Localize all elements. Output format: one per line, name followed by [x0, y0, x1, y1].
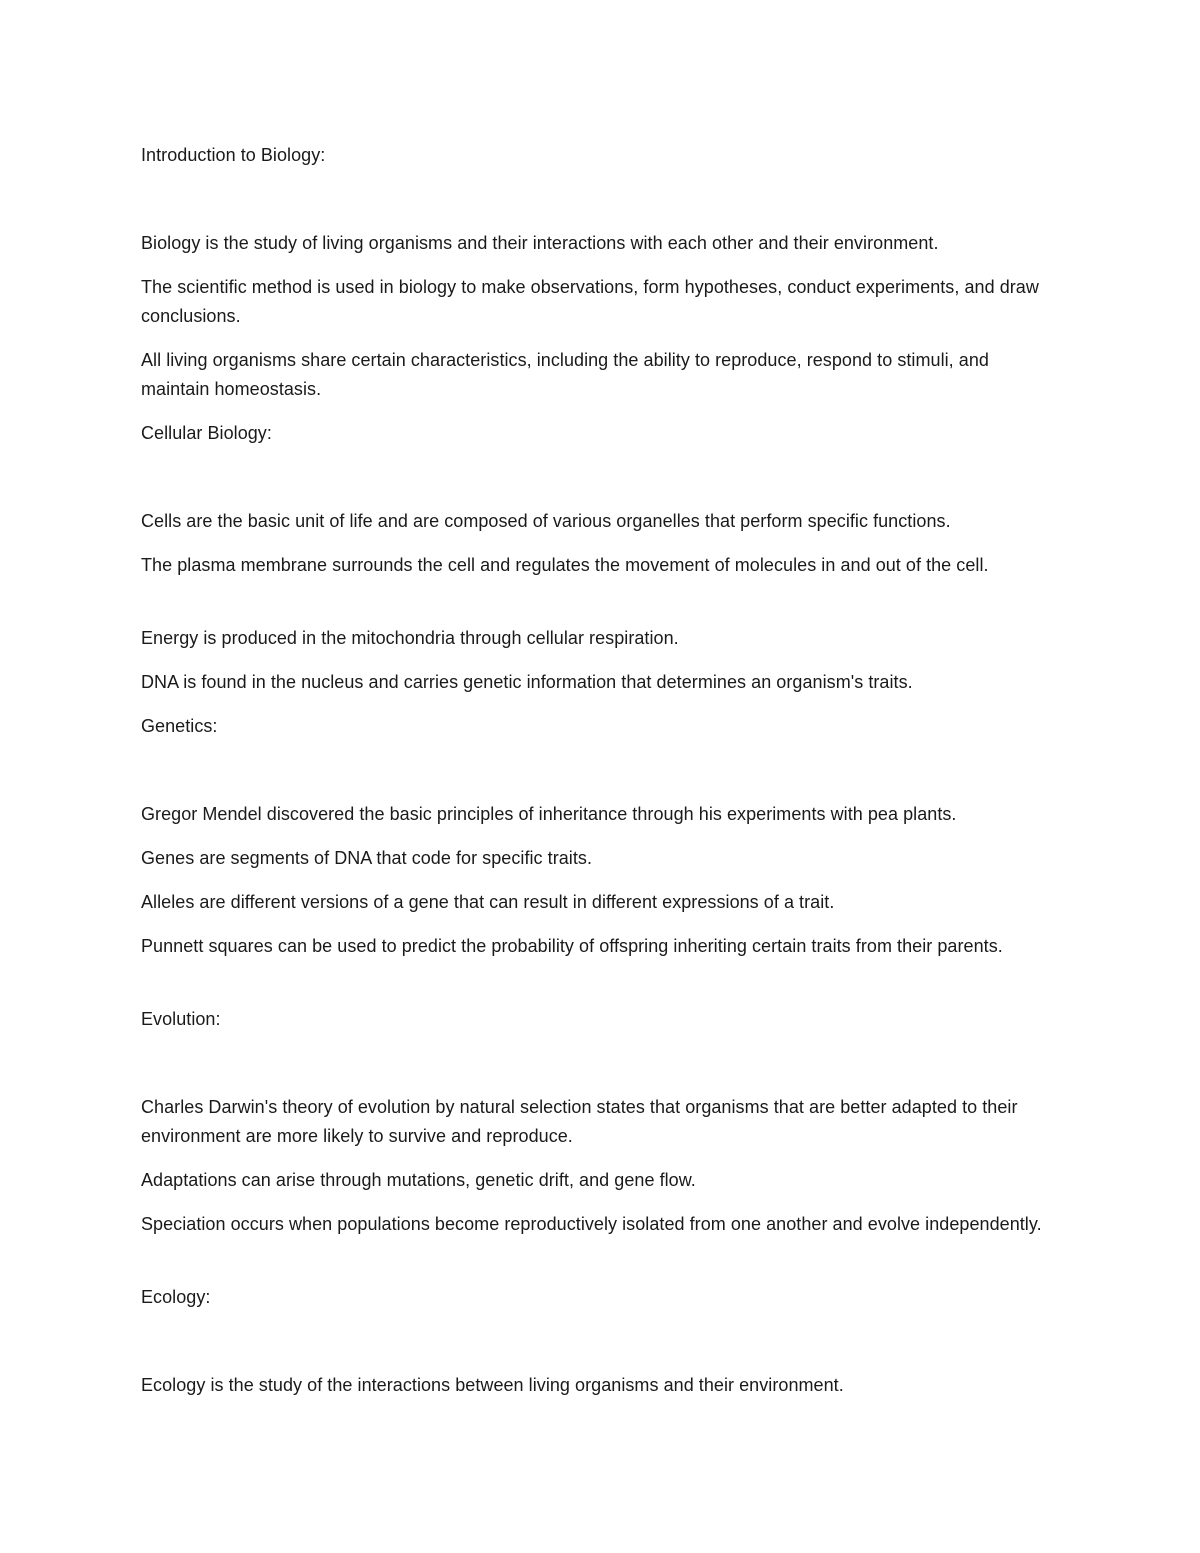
paragraph: Genes are segments of DNA that code for specific traits.	[141, 848, 593, 868]
section-heading-genetics: Genetics:	[141, 716, 218, 736]
paragraph: Alleles are different versions of a gene that can result in different expressions of a trait.	[141, 892, 835, 912]
paragraph: Gregor Mendel discovered the basic principles of inheritance through his experiments with pea plants.	[141, 804, 957, 824]
paragraph: Punnett squares can be used to predict the probability of offspring inheriting certain traits from their parents.	[141, 936, 1003, 956]
paragraph: Energy is produced in the mitochondria through cellular respiration.	[141, 628, 679, 648]
section-heading-introduction: Introduction to Biology:	[141, 145, 326, 165]
paragraph: All living organisms share certain characteristics, including the ability to reproduce, respond to stimuli, and maintain homeostasis.	[141, 350, 989, 399]
paragraph: Biology is the study of living organisms and their interactions with each other and their environment.	[141, 233, 939, 253]
section-heading-cellular-biology: Cellular Biology:	[141, 423, 272, 443]
paragraph: Ecology is the study of the interactions between living organisms and their environment.	[141, 1375, 844, 1395]
section-heading-ecology: Ecology:	[141, 1287, 211, 1307]
section-heading-evolution: Evolution:	[141, 1009, 221, 1029]
paragraph: DNA is found in the nucleus and carries genetic information that determines an organism's traits.	[141, 672, 913, 692]
paragraph: Speciation occurs when populations become reproductively isolated from one another and evolve independently.	[141, 1214, 1042, 1234]
paragraph: Cells are the basic unit of life and are composed of various organelles that perform specific functions.	[141, 511, 951, 531]
paragraph: Charles Darwin's theory of evolution by natural selection states that organisms that are better adapted to their environment are more likely to survive and reproduce.	[141, 1097, 1018, 1146]
paragraph: The plasma membrane surrounds the cell and regulates the movement of molecules in and out of the cell.	[141, 555, 989, 575]
paragraph: The scientific method is used in biology to make observations, form hypotheses, conduct experiments, and draw conclusions.	[141, 277, 1039, 326]
paragraph: Adaptations can arise through mutations, genetic drift, and gene flow.	[141, 1170, 696, 1190]
